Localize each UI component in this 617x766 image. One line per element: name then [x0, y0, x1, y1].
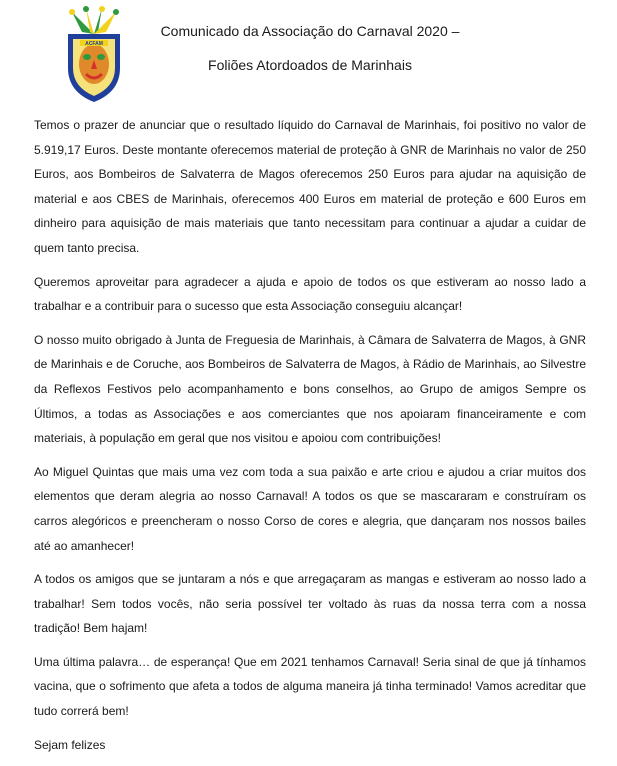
paragraph-results: Temos o prazer de anunciar que o resultado líquido do Carnaval de Marinhais, foi positivo no valor de 5.919,17 Euros. Deste montante oferecemos material de proteção à GNR de Marinhais no valor de 250 Euros, aos Bombeiros de Salvaterra de Magos oferecemos 250 Euros para ajudar na aquisição de material e aos CBES de Marinhais, oferecemos 400 Euros em material de proteção e 600 Euros em dinheiro para aquisição de mais materiais que tanto necessitam para continuar a ajudar a cuidar de quem tanto precisa. [34, 118, 586, 255]
letter-body [34, 113, 586, 766]
paragraph-closing: Sejam felizes [34, 737, 106, 752]
paragraph-thanks-entities: O nosso muito obrigado à Junta de Freguesia de Marinhais, à Câmara de Salvaterra de Magos, à GNR de Marinhais e de Coruche, aos Bombeiros de Salvaterra de Magos, à Rádio de Marinhais, ao Silvestre da Reflexos Festivos pelo acompanhamento e bons conselhos, ao Grupo de amigos Sempre os Últimos, a todas as Associações e aos comerciantes que nos apoiaram financeiramente e com materiais, à população em geral que nos visitou e apoiou com contribuições! [34, 332, 586, 446]
paragraph-thanks-friends: A todos os amigos que se juntaram a nós e que arregaçaram as mangas e estiveram ao nosso lado a trabalhar! Sem todos vocês, não seria possível ter voltado às ruas da nossa terra com a nossa tradição! Bem hajam! [34, 572, 586, 636]
paragraph-thanks-help: Queremos aproveitar para agradecer a ajuda e apoio de todos os que estiveram ao nosso lado a trabalhar e a contribuir para o sucesso que esta Associação conseguiu alcançar! [34, 274, 586, 314]
paragraph-hope: Uma última palavra… de esperança! Que em 2021 tenhamos Carnaval! Seria sinal de que já tínhamos vacina, que o sofrimento que afeta a todos de alguma maneira já tinha terminado! Vamos acreditar que tudo correrá bem! [34, 654, 586, 719]
association-logo [62, 6, 126, 104]
page-title-line2: Foliões Atordoados de Marinhais [208, 57, 412, 73]
svg-text:ACFAM: ACFAM [85, 41, 103, 47]
paragraph-thanks-miguel: Ao Miguel Quintas que mais uma vez com toda a sua paixão e arte criou e ajudou a criar muitos dos elementos que deram alegria ao nosso Carnaval! A todos os que se mascararam e construíram os carros alegóricos e preencheram o nosso Corso de cores e alegria, que dançaram nos nossos bailes até ao amanhecer! [34, 464, 586, 553]
page-title-line1: Comunicado da Associação do Carnaval 2020 – [160, 23, 460, 39]
